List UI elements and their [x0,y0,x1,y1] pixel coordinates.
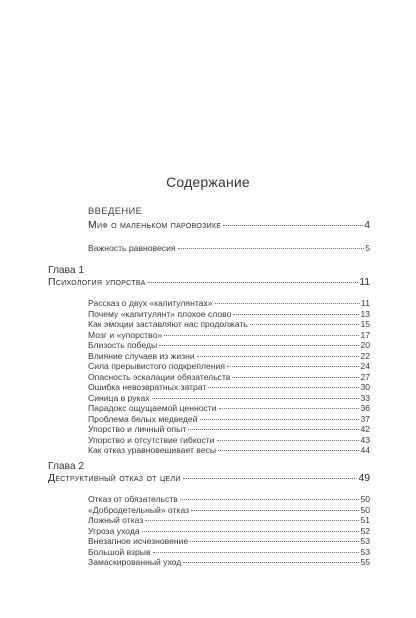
toc-page-number: 51 [360,515,370,525]
toc-page-number: 15 [360,319,370,329]
dot-leader [190,541,359,542]
toc-page-number: 53 [360,546,370,557]
toc-entry-title: Синица в руках [88,392,150,403]
toc-page-number: 30 [360,382,370,392]
toc-entry-title: Большой взрыв [88,546,151,557]
toc-entry-title: Психология упорства [48,277,146,288]
dot-leader [153,552,360,553]
toc-page-number: 27 [360,371,370,382]
toc-entry-title: Как эмоции заставляют нас продолжать [88,319,248,329]
toc-entry[interactable] [88,298,370,308]
toc-entry-title: Деструктивный отказ от цели [48,473,181,484]
dot-leader [148,282,359,283]
page-title: Содержание [166,174,250,190]
toc-entry[interactable] [88,372,370,382]
toc-entry-chapter2-main[interactable] [48,473,370,484]
dot-leader [218,450,359,451]
dot-leader [223,225,363,226]
toc-page-number: 13 [360,308,370,319]
toc-page-number: 36 [360,403,370,413]
toc-entry[interactable] [88,309,370,319]
dot-leader [191,510,359,511]
dot-leader [183,562,359,563]
dot-leader [232,377,359,378]
toc-entry-title: Опасность эскалации обязательств [88,371,231,382]
dot-leader [152,398,360,399]
toc-entry-title: Близость победы [88,340,158,350]
toc-entry-title: Парадокс ощущаемой ценности [88,403,217,413]
toc-entry[interactable] [88,351,370,361]
dot-leader [233,314,359,315]
toc-entry-title: Проблема белых медведей [88,413,198,424]
toc-entry-title: Рассказ о двух «капитулянтах» [88,298,213,308]
toc-entry-title: Внезапное исчезновение [88,536,189,546]
toc-entry-title: Мозг и «упорство» [88,329,163,340]
toc-entry-title: Ошибка невозвратных затрат [88,382,207,392]
dot-leader [159,345,359,346]
toc-entry[interactable] [88,361,370,371]
toc-entry-title: Как отказ уравновешивает весы [88,445,216,455]
toc-entry[interactable] [88,515,370,525]
chapter1-label: Глава 1 [48,265,85,276]
toc-entry-title: Отказ от обязательств [88,494,178,504]
toc-entry-title: ВВЕДЕНИЕ [88,205,143,216]
dot-leader [215,303,361,304]
toc-entry[interactable] [88,494,370,504]
dot-leader [164,335,359,336]
toc-page-number: 20 [360,340,370,350]
toc-page-number: 17 [360,329,370,340]
toc-entry[interactable] [88,505,370,515]
toc-page-number: 44 [360,445,370,455]
dot-leader [142,531,360,532]
dot-leader [219,408,360,409]
toc-entry[interactable] [88,382,370,392]
toc-page-number: 5 [365,243,370,253]
toc-entry[interactable] [88,393,370,403]
dot-leader [217,440,360,441]
toc-page-number: 43 [360,434,370,445]
toc-page-number: 53 [360,536,370,546]
toc-page-number: 22 [360,350,370,361]
toc-page-number: 37 [360,413,370,424]
dot-leader [197,356,360,357]
toc-page-number: 33 [360,392,370,403]
dot-leader [178,248,365,249]
dot-leader [250,324,360,325]
toc-entry-title: Миф о маленьком паровозике [88,220,222,231]
toc-entry[interactable] [88,319,370,329]
dot-leader [208,387,359,388]
toc-entry[interactable] [88,340,370,350]
toc-entry-title: Упорство и личный опыт [88,424,187,434]
dot-leader [200,419,360,420]
toc-entry[interactable] [88,557,370,567]
toc-page-number: 11 [359,277,370,288]
toc-entry-title: Ложный отказ [88,515,144,525]
toc-entry[interactable] [88,403,370,413]
toc-page-number: 11 [361,298,370,308]
toc-page-number: 55 [360,557,370,567]
toc-page-number: 4 [364,220,370,231]
toc-entry[interactable] [88,547,370,557]
toc-page-number: 50 [360,494,370,504]
toc-entry[interactable] [88,435,370,445]
toc-entry-title: «Добродетельный» отказ [88,504,190,515]
toc-entry-title: Влияние случаев из жизни [88,350,195,361]
dot-leader [180,499,360,500]
dot-leader [188,429,359,430]
toc-entry[interactable] [88,414,370,424]
toc-entry-title: Упорство и отсутствие гибкости [88,434,215,445]
toc-entry-chapter1-main[interactable] [48,277,370,288]
toc-page-number: 24 [360,361,370,371]
toc-entry[interactable] [88,330,370,340]
toc-entry[interactable] [88,424,370,434]
toc-entry-title: Почему «капитулянт» плохое слово [88,308,232,319]
toc-page-number: 42 [360,424,370,434]
toc-entry-title: Важность равновесия [88,243,176,253]
dot-leader [145,520,359,521]
chapter2-label: Глава 2 [48,461,85,472]
dot-leader [183,478,358,479]
toc-page-number: 50 [360,504,370,515]
toc-entry[interactable] [88,526,370,536]
toc-entry[interactable] [88,445,370,455]
toc-entry-title: Сила прерывистого подкрепления [88,361,225,371]
toc-entry[interactable] [88,243,370,253]
toc-entry[interactable] [88,536,370,546]
toc-page-number: 52 [360,525,370,536]
dot-leader [227,366,359,367]
toc-entry-title: Угроза ухода [88,525,140,536]
toc-page-number: 49 [358,473,370,484]
toc-entry-title: Замаскированный уход [88,557,182,567]
intro-heading [88,205,142,216]
toc-entry-intro-main[interactable] [88,220,370,231]
